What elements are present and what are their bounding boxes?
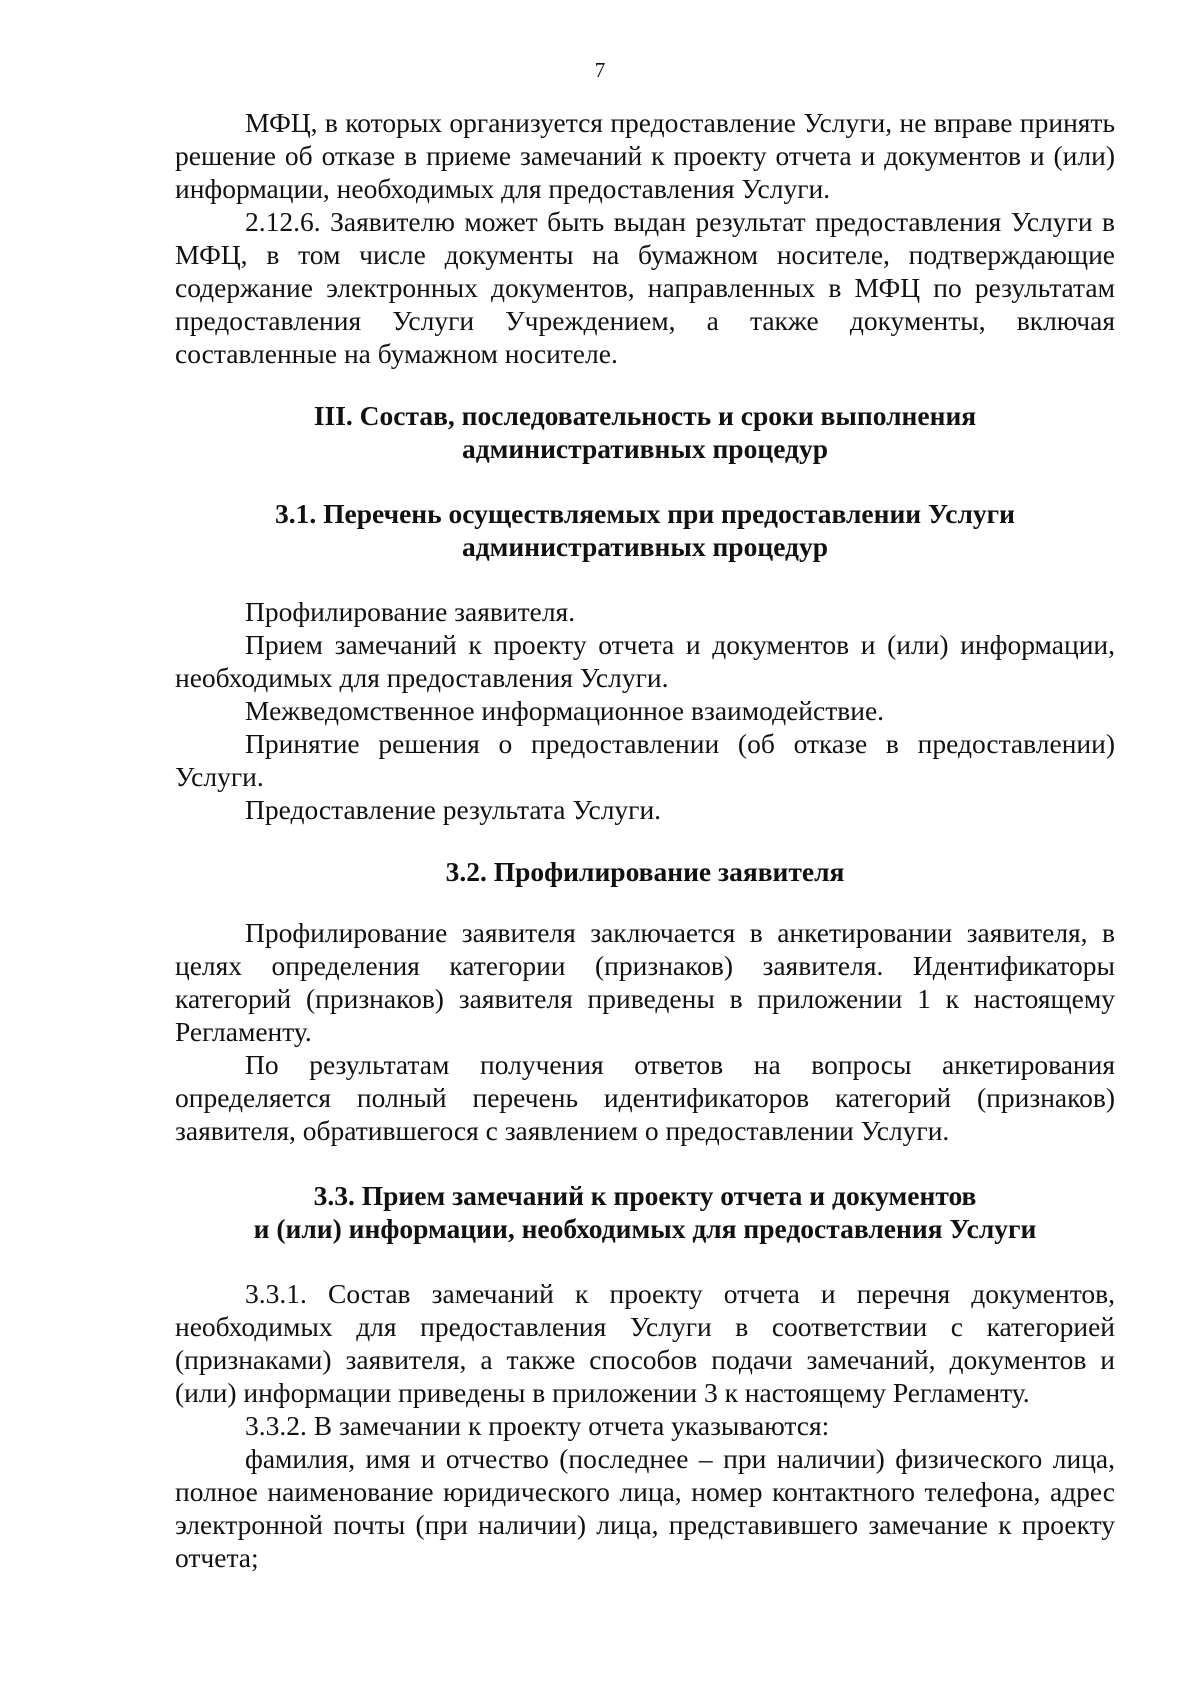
subsection-3-1-heading-line-2: административных процедур [462, 531, 828, 562]
list-item: Принятие решения о предоставлении (об отказе в предоставлении) Услуги. [175, 728, 1115, 792]
subsection-3-1-heading-line-1: 3.1. Перечень осуществляемых при предоставлении Услуги [275, 498, 1015, 529]
list-item: Предоставление результата Услуги. [245, 794, 662, 825]
paragraph-3-3-2: 3.3.2. В замечании к проекту отчета указываются: [245, 1410, 830, 1441]
paragraph-3-2-results: По результатам получения ответов на вопросы анкетирования определяется полный перечень идентификаторов категорий (признаков) заявителя, обратившегося с заявлением о предоставлении Услуги. [175, 1049, 1115, 1146]
subsection-3-3-heading [175, 1179, 1115, 1245]
paragraph-mfc-refusal: МФЦ, в которых организуется предоставление Услуги, не вправе принять решение об отказе в приеме замечаний к проекту отчета и документов и (или) информации, необходимых для предоставления Услуги. [175, 107, 1115, 204]
subsection-3-3-heading-line-1: 3.3. Прием замечаний к проекту отчета и документов [313, 1180, 977, 1211]
section-3-heading [175, 399, 1115, 465]
paragraph-2-12-6: 2.12.6. Заявителю может быть выдан результат предоставления Услуги в МФЦ, в том числе документы на бумажном носителе, подтверждающие содержание электронных документов, направленных в МФЦ по результатам предоставления Услуги Учреждением, а также документы, включая составленные на бумажном носителе. [175, 206, 1115, 369]
subsection-3-2-heading-line: 3.2. Профилирование заявителя [445, 856, 845, 887]
paragraph-3-3-2-item: фамилия, имя и отчество (последнее – при наличии) физического лица, полное наименование юридического лица, номер контактного телефона, адрес электронной почты (при наличии) лица, представившего замечание к проекту отчета; [175, 1443, 1115, 1573]
document-body [175, 106, 1115, 1574]
paragraph-3-2-profiling: Профилирование заявителя заключается в анкетировании заявителя, в целях определения категории (признаков) заявителя. Идентификаторы категорий (признаков) заявителя приведены в приложении 1 к настоящему Регламенту. [175, 917, 1115, 1047]
subsection-3-2-heading [175, 855, 1115, 888]
section-3-heading-line-1: III. Состав, последовательность и сроки выполнения [313, 400, 977, 431]
subsection-3-3-heading-line-2: и (или) информации, необходимых для предоставления Услуги [253, 1213, 1037, 1244]
page-number: 7 [594, 58, 606, 82]
subsection-3-1-heading [175, 497, 1115, 563]
paragraph-3-3-1: 3.3.1. Состав замечаний к проекту отчета и перечня документов, необходимых для предоставления Услуги в соответствии с категорией (признаками) заявителя, а также способов подачи замечаний, документов и (или) информации приведены в приложении 3 к настоящему Регламенту. [175, 1278, 1115, 1408]
list-item: Прием замечаний к проекту отчета и документов и (или) информации, необходимых для предоставления Услуги. [175, 629, 1115, 693]
procedures-list [175, 595, 1115, 826]
list-item: Профилирование заявителя. [245, 596, 576, 627]
list-item: Межведомственное информационное взаимодействие. [245, 695, 885, 726]
section-3-heading-line-2: административных процедур [462, 433, 828, 464]
